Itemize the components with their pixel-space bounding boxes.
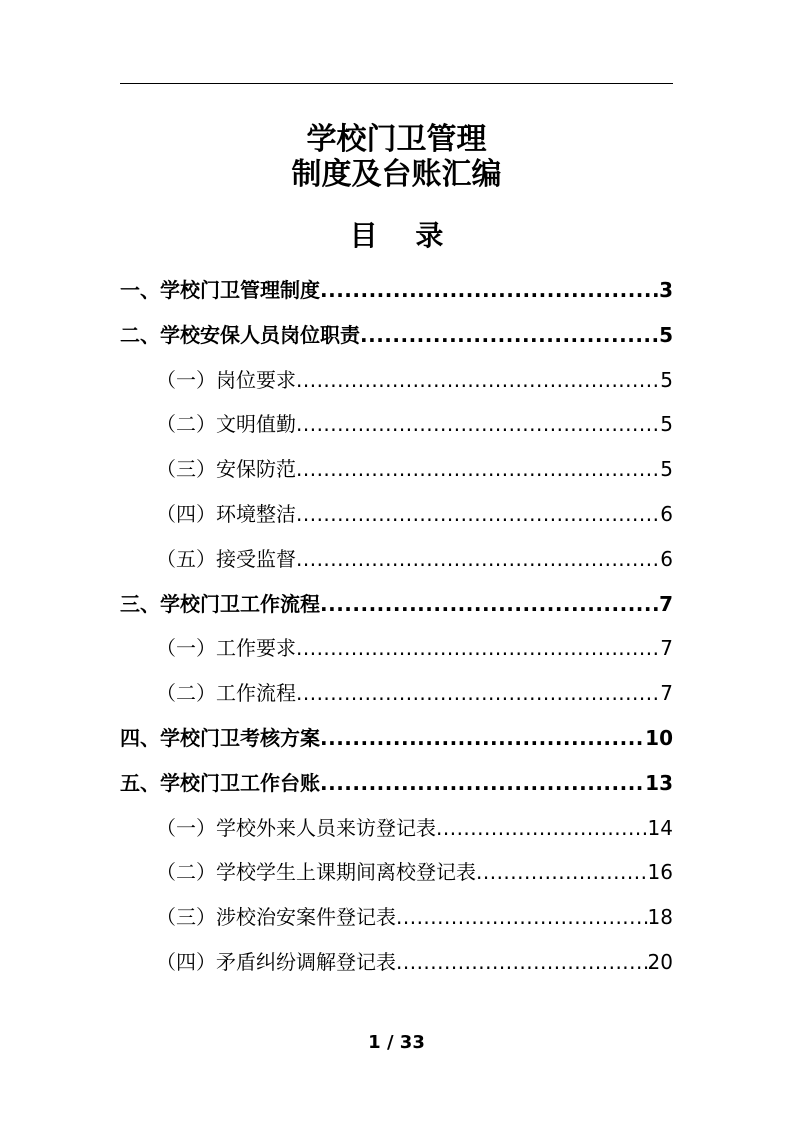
toc-dot-leader <box>296 677 660 709</box>
toc-entry-label: 四、学校门卫考核方案 <box>120 725 320 750</box>
toc-entry[interactable] <box>120 901 673 946</box>
toc-dot-leader <box>320 722 645 754</box>
toc-entry-page: 7 <box>659 591 673 616</box>
toc-entry-label: 五、学校门卫工作台账 <box>120 770 320 795</box>
table-of-contents <box>120 274 673 991</box>
toc-entry[interactable] <box>120 274 673 319</box>
toc-entry[interactable] <box>120 632 673 677</box>
toc-dot-leader <box>396 901 648 933</box>
document-title-line1: 学校门卫管理 <box>306 122 487 157</box>
toc-entry[interactable] <box>120 722 673 767</box>
toc-dot-leader <box>296 632 660 664</box>
toc-dot-leader <box>396 946 648 978</box>
toc-entry[interactable] <box>120 498 673 543</box>
header-rule <box>120 83 673 84</box>
toc-dot-leader <box>296 498 660 530</box>
toc-entry-page: 7 <box>660 636 673 661</box>
toc-entry-label: （一）学校外来人员来访登记表 <box>156 815 436 840</box>
toc-heading: 目 录 <box>349 219 458 252</box>
toc-entry[interactable] <box>120 588 673 633</box>
toc-entry-page: 14 <box>647 815 673 840</box>
toc-entry-label: （一）岗位要求 <box>156 367 296 392</box>
toc-entry-label: （三）安保防范 <box>156 457 296 482</box>
toc-entry-page: 13 <box>645 770 673 795</box>
toc-entry-page: 6 <box>660 546 673 571</box>
toc-entry-page: 20 <box>647 949 673 974</box>
toc-entry-label: （四）环境整洁 <box>156 501 296 526</box>
toc-dot-leader <box>476 856 648 888</box>
toc-entry-page: 5 <box>659 322 673 347</box>
toc-entry-label: （二）学校学生上课期间离校登记表 <box>156 860 476 885</box>
toc-dot-leader <box>320 274 659 306</box>
toc-entry-page: 5 <box>660 457 673 482</box>
toc-dot-leader <box>436 812 648 844</box>
toc-entry-page: 5 <box>660 367 673 392</box>
toc-dot-leader <box>320 767 645 799</box>
document-title-line2: 制度及台账汇编 <box>291 157 502 192</box>
toc-entry-label: （四）矛盾纠纷调解登记表 <box>156 949 396 974</box>
toc-entry-page: 18 <box>647 905 673 930</box>
toc-entry[interactable] <box>120 812 673 857</box>
toc-dot-leader <box>296 364 660 396</box>
toc-entry-label: 二、学校安保人员岗位职责 <box>120 322 360 347</box>
toc-dot-leader <box>296 453 660 485</box>
toc-entry-page: 7 <box>660 681 673 706</box>
toc-entry-page: 3 <box>659 278 673 302</box>
toc-entry[interactable] <box>120 543 673 588</box>
toc-entry-page: 6 <box>660 501 673 526</box>
page-indicator: 1 / 33 <box>368 1032 425 1053</box>
toc-dot-leader <box>360 319 659 351</box>
toc-entry-page: 16 <box>647 860 673 885</box>
toc-entry-label: 三、学校门卫工作流程 <box>120 591 320 616</box>
toc-entry[interactable] <box>120 453 673 498</box>
toc-entry-label: （一）工作要求 <box>156 636 296 661</box>
toc-entry-label: （二）文明值勤 <box>156 412 296 437</box>
toc-dot-leader <box>296 543 660 575</box>
toc-entry-page: 10 <box>645 725 673 750</box>
toc-entry-label: （三）涉校治安案件登记表 <box>156 905 396 930</box>
toc-entry[interactable] <box>120 946 673 991</box>
toc-entry[interactable] <box>120 856 673 901</box>
toc-entry[interactable] <box>120 677 673 722</box>
toc-entry-label: 一、学校门卫管理制度 <box>120 278 320 302</box>
toc-dot-leader <box>320 588 659 620</box>
toc-entry-page: 5 <box>660 412 673 437</box>
toc-entry[interactable] <box>120 767 673 812</box>
toc-entry-label: （二）工作流程 <box>156 681 296 706</box>
toc-dot-leader <box>296 408 660 440</box>
toc-entry[interactable] <box>120 319 673 364</box>
toc-entry[interactable] <box>120 364 673 409</box>
toc-entry-label: （五）接受监督 <box>156 546 296 571</box>
toc-entry[interactable] <box>120 408 673 453</box>
